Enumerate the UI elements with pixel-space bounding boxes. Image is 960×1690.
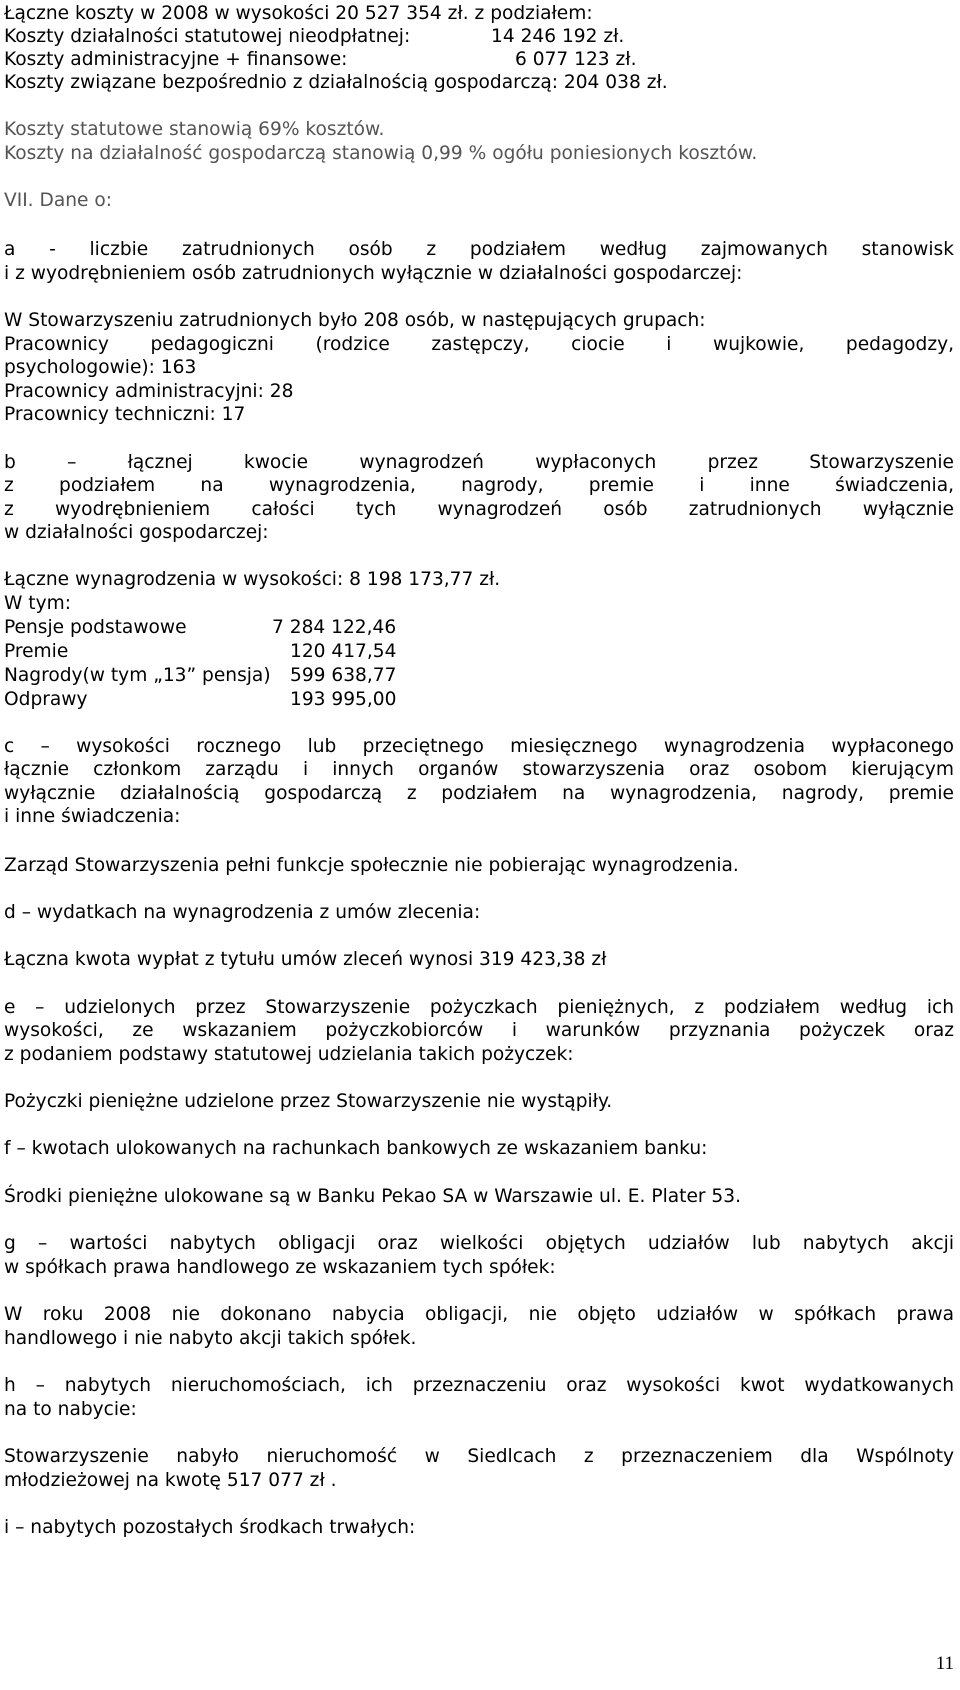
admin-costs-label: Koszty administracyjne + finansowe:	[4, 49, 348, 70]
point-g-line-1: g – wartości nabytych obligacji oraz wielkości objętych udziałów lub nabytych akcji	[4, 1233, 954, 1254]
point-c-line-2: łącznie członkom zarządu i innych organów stowarzyszenia oraz osobom kierującym	[4, 759, 954, 780]
point-a-line-2: i z wyodrębnieniem osób zatrudnionych wyłącznie w działalności gospodarczej:	[4, 263, 743, 284]
point-e-line-2: wysokości, ze wskazaniem pożyczkobiorców i warunków przyznania pożyczek oraz	[4, 1020, 954, 1041]
statutory-costs-label: Koszty działalności statutowej nieodpłatnej:	[4, 26, 411, 47]
point-c-line-4: i inne świadczenia:	[4, 806, 181, 827]
point-d-heading: d – wydatkach na wynagrodzenia z umów zlecenia:	[4, 902, 481, 923]
point-d-answer: Łączna kwota wypłat z tytułu umów zleceń wynosi 319 423,38 zł	[4, 949, 607, 970]
section-heading: VII. Dane o:	[4, 190, 112, 211]
point-b-line-2: z podziałem na wynagrodzenia, nagrody, premie i inne świadczenia,	[4, 475, 954, 496]
point-h-line-1: h – nabytych nieruchomościach, ich przeznaczeniu oraz wysokości kwot wydatkowanych	[4, 1375, 954, 1396]
salary-row-value: 599 638,77	[290, 665, 397, 686]
point-b-line-4: w działalności gospodarczej:	[4, 522, 269, 543]
point-h-answer-line-2: młodzieżowej na kwotę 517 077 zł .	[4, 1470, 337, 1491]
total-costs-line: Łączne koszty w 2008 w wysokości 20 527 354 zł. z podziałem:	[4, 3, 593, 24]
point-i-heading: i – nabytych pozostałych środkach trwałych:	[4, 1517, 416, 1538]
administrative-staff: Pracownicy administracyjni: 28	[4, 381, 294, 402]
point-f-answer: Środki pieniężne ulokowane są w Banku Pekao SA w Warszawie ul. E. Plater 53.	[4, 1186, 742, 1207]
admin-costs-value: 6 077 123 zł.	[515, 49, 637, 70]
page-number: 11	[935, 1653, 954, 1674]
pedagogical-staff-line-2: psychologowie): 163	[4, 357, 197, 378]
salary-row-label: Nagrody(w tym „13” pensja)	[4, 665, 271, 686]
salary-row-label: Odprawy	[4, 689, 88, 710]
point-g-answer-line-2: handlowego i nie nabyto akcji takich spółek.	[4, 1328, 417, 1349]
technical-staff: Pracownicy techniczni: 17	[4, 404, 246, 425]
point-f-heading: f – kwotach ulokowanych na rachunkach bankowych ze wskazaniem banku:	[4, 1138, 708, 1159]
business-share-line: Koszty na działalność gospodarczą stanowią 0,99 % ogółu poniesionych kosztów.	[4, 143, 758, 164]
point-c-line-3: wyłącznie działalnością gospodarczą z podziałem na wynagrodzenia, nagrody, premie	[4, 783, 954, 804]
point-h-answer-line-1: Stowarzyszenie nabyło nieruchomość w Siedlcach z przeznaczeniem dla Wspólnoty	[4, 1446, 954, 1467]
salary-row-value: 193 995,00	[290, 689, 397, 710]
point-b-line-3: z wyodrębnieniem całości tych wynagrodzeń osób zatrudnionych wyłącznie	[4, 499, 954, 520]
board-statement: Zarząd Stowarzyszenia pełni funkcje społecznie nie pobierając wynagrodzenia.	[4, 855, 739, 876]
salaries-including: W tym:	[4, 593, 71, 614]
business-costs-line: Koszty związane bezpośrednio z działalnością gospodarczą: 204 038 zł.	[4, 72, 668, 93]
point-c-line-1: c – wysokości rocznego lub przeciętnego miesięcznego wynagrodzenia wypłaconego	[4, 736, 954, 757]
point-g-answer-line-1: W roku 2008 nie dokonano nabycia obligacji, nie objęto udziałów w spółkach prawa	[4, 1304, 954, 1325]
employed-total: W Stowarzyszeniu zatrudnionych było 208 osób, w następujących grupach:	[4, 310, 706, 331]
point-e-line-1: e – udzielonych przez Stowarzyszenie pożyczkach pieniężnych, z podziałem według ich	[4, 997, 954, 1018]
point-g-line-2: w spółkach prawa handlowego ze wskazaniem tych spółek:	[4, 1257, 556, 1278]
salary-row-label: Premie	[4, 641, 69, 662]
salary-row-value: 120 417,54	[290, 641, 397, 662]
statutory-share-line: Koszty statutowe stanowią 69% kosztów.	[4, 119, 385, 140]
salaries-total: Łączne wynagrodzenia w wysokości: 8 198 173,77 zł.	[4, 569, 501, 590]
salary-row-value: 7 284 122,46	[272, 617, 397, 638]
point-b-line-1: b – łącznej kwocie wynagrodzeń wypłaconych przez Stowarzyszenie	[4, 452, 954, 473]
point-e-line-3: z podaniem podstawy statutowej udzielania takich pożyczek:	[4, 1044, 574, 1065]
statutory-costs-value: 14 246 192 zł.	[491, 26, 625, 47]
point-h-line-2: na to nabycie:	[4, 1399, 137, 1420]
point-e-answer: Pożyczki pieniężne udzielone przez Stowarzyszenie nie wystąpiły.	[4, 1091, 613, 1112]
point-a-line-1: a - liczbie zatrudnionych osób z podziałem według zajmowanych stanowisk	[4, 239, 954, 260]
pedagogical-staff-line-1: Pracownicy pedagogiczni (rodzice zastępczy, ciocie i wujkowie, pedagodzy,	[4, 334, 954, 355]
salary-row-label: Pensje podstawowe	[4, 617, 187, 638]
